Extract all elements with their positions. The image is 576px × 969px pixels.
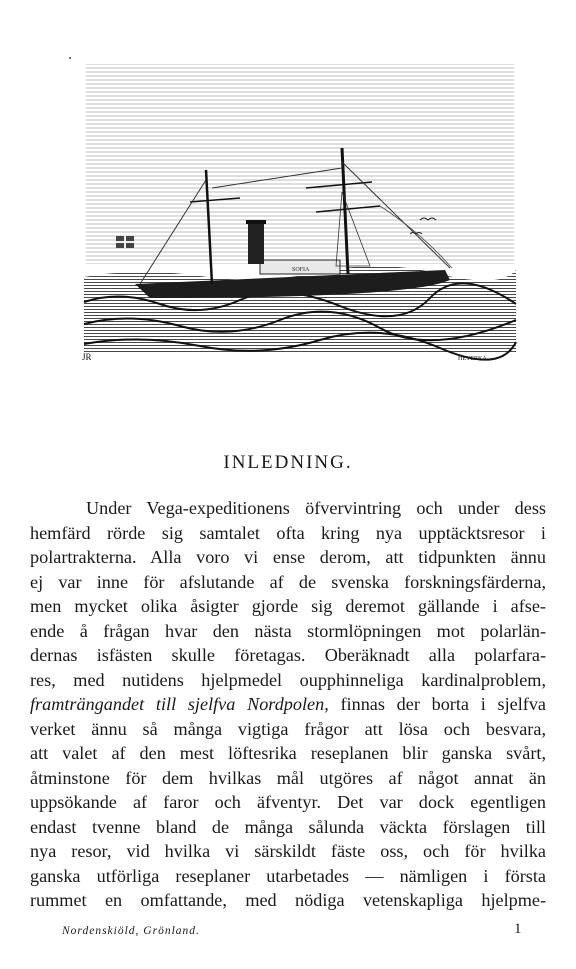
body-line: Under Vega-expeditionens öfvervintring och under dess — [86, 498, 546, 518]
body-line: rummet en omfattande, med nödiga vetenskapliga hjelpme- — [30, 890, 546, 910]
illustration-signature-right: HEYERKA — [458, 356, 487, 362]
body-line: uppsökande af faror och äfventyr. Det var dock egentligen — [30, 792, 546, 812]
body-line: åtminstone för dem hvilkas mål utgöres af något annat än — [30, 767, 546, 788]
body-line: verket ännu så många vigtiga frågor att lösa och besvara, — [30, 718, 546, 739]
illustration-signature-left: JR — [82, 352, 92, 362]
page-number: 1 — [514, 921, 522, 937]
italic-phrase: framträngandet till sjelfva Nordpolen, — [30, 694, 329, 714]
steamship-engraving-icon — [80, 62, 518, 362]
body-line: endast tvenne bland de många sålunda väckta förslagen till — [30, 816, 546, 837]
ship-name-label: SOFIA — [292, 267, 310, 273]
chapter-heading: INLEDNING. — [223, 452, 353, 473]
body-line: ej var inne för afslutande af de svenska forskningsfärderna, — [30, 571, 546, 592]
body-line: polartrakterna. Alla voro vi ense derom, att tidpunkten ännu — [30, 547, 546, 567]
body-line: hemfärd rörde sig samtalet ofta kring nya upptäcktsresor i — [30, 522, 546, 543]
body-line: att valet af den mest löftesrika reseplanen blir ganska svårt, — [30, 743, 546, 763]
body-line: nya resor, vid hvilka vi särskildt fäste oss, och för hvilka — [30, 841, 546, 861]
stray-mark — [69, 57, 71, 59]
body-line: res, med nutidens hjelpmedel oupphinneliga kardinalproblem, — [30, 669, 546, 690]
body-line: ganska utförliga reseplaner utarbetades — nämligen i första — [30, 865, 546, 886]
body-line-with-italic — [30, 692, 546, 717]
body-text — [30, 496, 546, 913]
ship-illustration — [80, 62, 518, 362]
body-line-rest: finnas der borta i sjelfva — [328, 694, 546, 714]
body-line: dernas isfästen skulle företagas. Oberäknadt alla polarfara- — [30, 645, 546, 665]
running-footer: Nordenskiöld, Grönland. — [62, 925, 200, 937]
body-line: ende å frågan hvar den nästa stormlöpningen mot polarlän- — [30, 620, 546, 641]
body-line: men mycket olika åsigter gjorde sig deremot gällande i afse- — [30, 596, 546, 616]
